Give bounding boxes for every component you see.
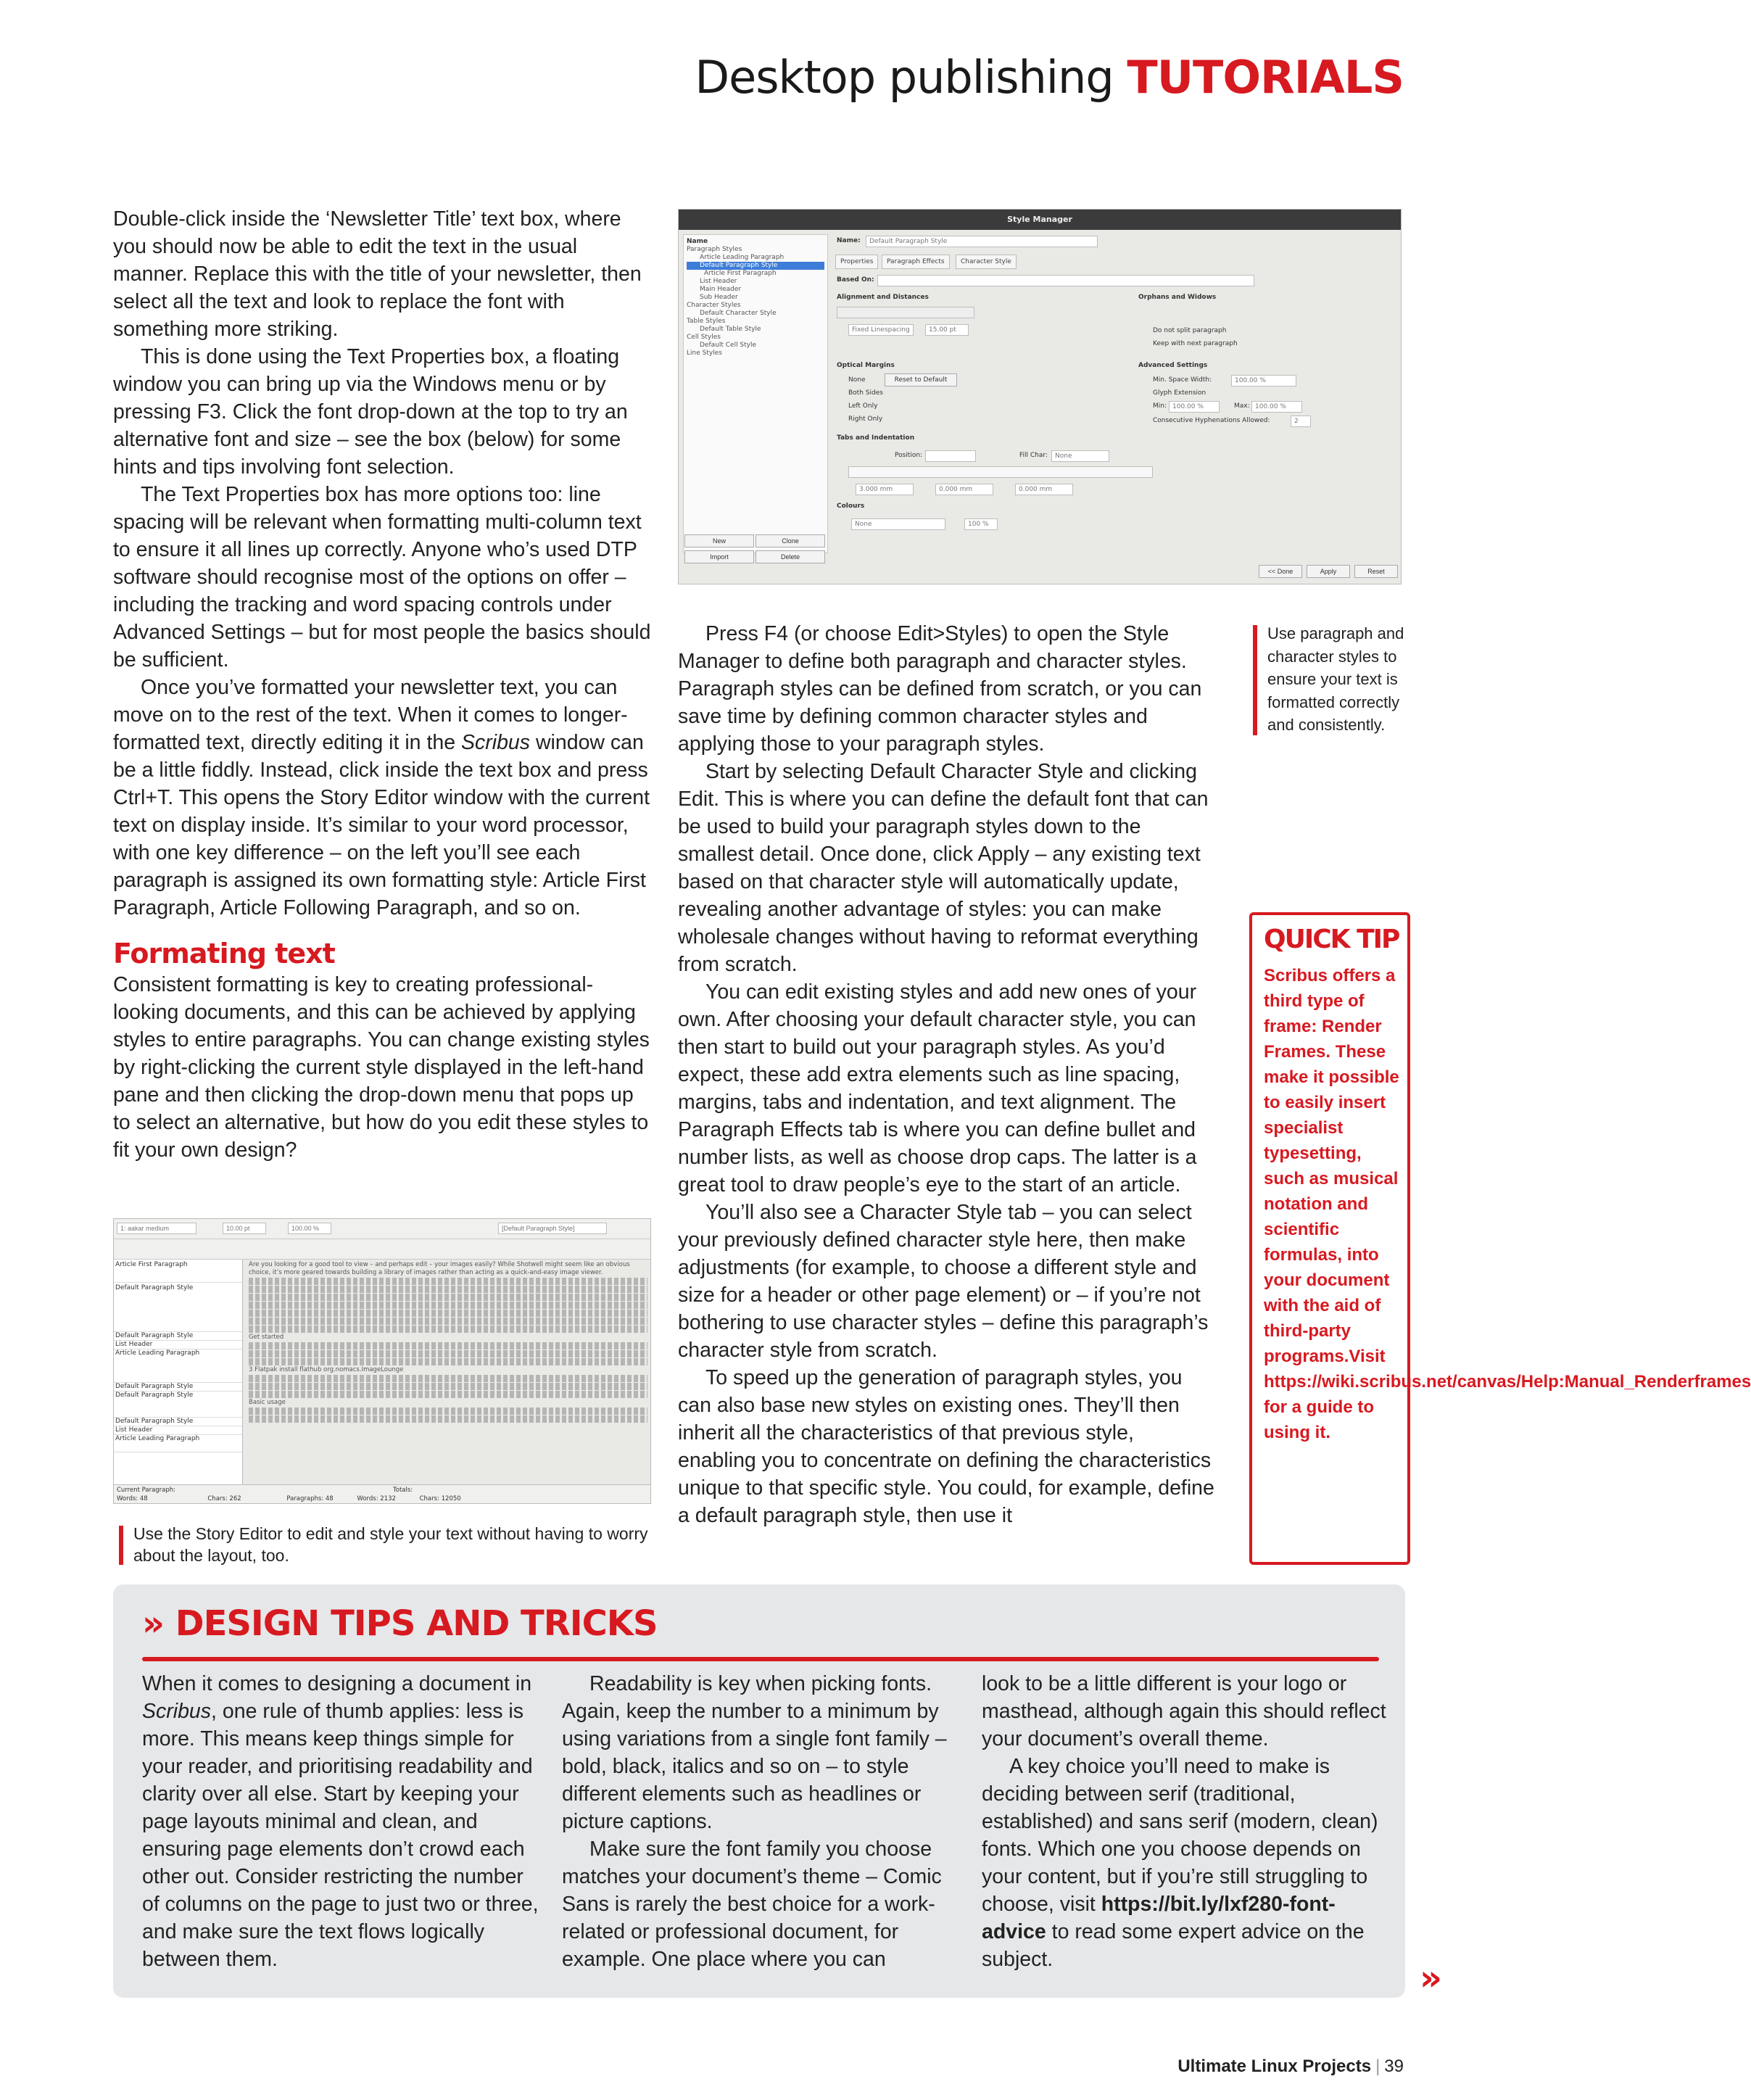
style-row[interactable]: Default Paragraph Style [114, 1383, 242, 1392]
paragraph: When it comes to designing a document in Scribus, one rule of thumb applies: less is more. This means keep things simple for your reader, and prioritising readability and clarity over all else. Start by keeping your page layouts minimal and clean, and ensuring page elements don’t crowd each other out. Consider restricting the number of columns on the page to just two or three, and make sure the text flows logically between them. [142, 1672, 539, 1971]
linespacing-value[interactable]: 15.00 pt [925, 324, 969, 336]
style-row[interactable]: Article Leading Paragraph [114, 1349, 242, 1383]
paragraph: Make sure the font family you choose matches your document’s theme – Comic Sans is rarely the best choice for a work-related or professional document, for example. One place where you can [562, 1838, 942, 1971]
new-style-button[interactable]: New [684, 534, 754, 547]
glyph-min-label: Min: [1153, 402, 1167, 410]
dont-split-checkbox[interactable]: Do not split paragraph [1153, 327, 1227, 334]
linespacing-mode[interactable]: Fixed Linespacing [848, 324, 914, 336]
tips-column-1 [142, 1670, 539, 1973]
status-bar: Current Paragraph: Totals: Words: 48 Chars: 262 Paragraphs: 48 Words: 2132 Chars: 12050 [114, 1484, 650, 1503]
style-row[interactable]: List Header [114, 1426, 242, 1435]
font-select[interactable]: 1: aakar medium [117, 1223, 196, 1234]
style-row[interactable]: Default Paragraph Style [114, 1392, 242, 1418]
story-text: Basic usage [249, 1399, 286, 1406]
style-tree [683, 234, 828, 553]
paragraph: Press F4 (or choose Edit>Styles) to open the Style Manager to define both paragraph and character styles. Paragraph styles can be defined from scratch, or you can save time by defining common character styles and applying those to your paragraph styles. [678, 622, 1202, 756]
hyphenation-label: Consecutive Hyphenations Allowed: [1153, 417, 1270, 424]
style-row[interactable]: List Header [114, 1341, 242, 1349]
tab-properties[interactable]: Properties [835, 255, 878, 269]
keep-next-checkbox[interactable]: Keep with next paragraph [1153, 340, 1238, 347]
alignment-heading: Alignment and Distances [837, 294, 929, 301]
delete-style-button[interactable]: Delete [756, 550, 825, 563]
based-on-label: Based On: [837, 276, 874, 284]
tree-item[interactable]: Default Cell Style [700, 342, 757, 349]
style-row[interactable]: Default Paragraph Style [114, 1418, 242, 1426]
import-style-button[interactable]: Import [684, 550, 754, 563]
tips-column-3 [982, 1670, 1388, 1973]
tree-header: Name [687, 238, 708, 245]
paragraph: Once you’ve formatted your newsletter text, you can move on to the rest of the text. When it comes to longer-formatted text, directly editing it in the Scribus window can be a little fiddly. Instead, click inside the text box and press Ctrl+T. This opens the Story Editor window with the current text on display inside. It’s similar to your word processor, with one key difference – on the left you’ll see each paragraph is assigned its own formatting style: Article First Paragraph, Article Following Paragraph, and so on. [113, 676, 650, 919]
page-footer: Ultimate Linux Projects | 39 [1177, 2056, 1404, 2076]
paragraph: You can edit existing styles and add new ones of your own. After choosing your default character style, you can then start to build out your paragraph styles. As you’d expect, these add extra elements such as line spacing, margins, tabs and indentation, and text alignment. The Paragraph Effects tab is where you can define bullet and number lists, as well as choose drop caps. The latter is a great tool to draw people’s eye to the start of an article. [678, 980, 1197, 1196]
paragraph-style-select[interactable]: [Default Paragraph Style] [498, 1223, 607, 1234]
style-name-input[interactable]: Default Paragraph Style [866, 236, 1098, 247]
style-row[interactable]: Default Paragraph Style [114, 1332, 242, 1341]
paragraph: The Text Properties box has more options too: line spacing will be relevant when formatting multi-column text to ensure it all lines up correctly. Anyone who’s used DTP software should recognise most of the options on offer – including the tracking and word spacing controls under Advanced Settings – but for most people the basics should be sufficient. [113, 483, 651, 671]
min-space-label: Min. Space Width: [1153, 376, 1212, 384]
advanced-heading: Advanced Settings [1138, 362, 1208, 369]
hyphenation-input[interactable]: 2 [1291, 416, 1311, 427]
glyph-max-input[interactable]: 100.00 % [1251, 401, 1302, 413]
style-manager-caption: Use paragraph and character styles to ensure your text is formatted correctly and consistently. [1267, 622, 1405, 737]
paragraph: Double-click inside the ‘Newsletter Title’ text box, where you should now be able to edit the text in the usual manner. Replace this with the title of your newsletter, then select all the text and look to replace the font with something more striking. [113, 207, 642, 341]
fill-char-label: Fill Char: [1019, 452, 1048, 459]
format-toolbar [114, 1239, 650, 1260]
font-size-input[interactable]: 10.00 pt [223, 1223, 266, 1234]
continue-arrow-icon: » [1420, 1958, 1443, 1998]
window-title: Style Manager [679, 210, 1401, 230]
tree-item[interactable]: Cell Styles [687, 334, 721, 341]
paragraph: This is done using the Text Properties box, a floating window you can bring up via the Windows menu or by pressing F3. Click the font drop-down at the top to try an alternative font and size – see the box (below) for some hints and tips involving font selection. [113, 345, 628, 479]
based-on-select[interactable] [877, 275, 1254, 286]
quick-tip-box [1249, 912, 1751, 1565]
style-properties [834, 234, 1396, 553]
paragraph: look to be a little different is your logo or masthead, although again this should reflect your document’s overall theme. [982, 1672, 1386, 1750]
style-row[interactable]: Default Paragraph Style [114, 1283, 242, 1332]
optical-right[interactable]: Right Only [848, 416, 883, 423]
position-input[interactable] [925, 450, 976, 462]
tree-item[interactable]: Article First Paragraph [704, 270, 777, 277]
name-label: Name: [837, 237, 861, 244]
tree-item[interactable]: Main Header [700, 286, 742, 293]
paragraph: Start by selecting Default Character Style and clicking Edit. This is where you can define the default font that can be used to build your paragraph styles down to the smallest detail. Once done, click Apply – any existing text based on that character style will automatically update, revealing another advantage of styles: you can make wholesale changes without having to reformat everything from scratch. [678, 760, 1209, 976]
paragraph: To speed up the generation of paragraph styles, you can also base new styles on existing ones. They’ll then inherit all the characteristics of that previous style, enabling you to concentrate on defining the characteristics unique to that specific style. You could, for example, define a default paragraph style, then use it [678, 1366, 1214, 1527]
story-text: 3 Flatpak install flathub org.nomacs.ImageLounge [249, 1366, 404, 1373]
min-space-input[interactable]: 100.00 % [1231, 375, 1296, 386]
glyph-min-input[interactable]: 100.00 % [1169, 401, 1220, 413]
article-column-1 [113, 205, 651, 1164]
style-row[interactable]: Article Leading Paragraph [114, 1435, 242, 1452]
indent-right-input[interactable]: 0.000 mm [1015, 484, 1073, 495]
tree-item[interactable]: Character Styles [687, 302, 741, 309]
tree-item[interactable]: Sub Header [700, 294, 738, 301]
tree-item[interactable]: Table Styles [687, 318, 726, 325]
publication-name: Ultimate Linux Projects [1177, 2056, 1372, 2076]
quick-tip-title: QUICK TIP [1264, 925, 1399, 954]
optical-none[interactable]: None [848, 376, 866, 384]
tree-item[interactable]: List Header [700, 278, 737, 285]
font-toolbar [114, 1219, 650, 1239]
tab-ruler[interactable] [848, 466, 1153, 478]
tree-item[interactable]: Default Table Style [700, 326, 761, 333]
indent-first-input[interactable]: 3.000 mm [856, 484, 914, 495]
paragraph: Readability is key when picking fonts. Again, keep the number to a minimum by using variations from a single font family – bold, black, italics and so on – to style different elements such as headlines or picture captions. [562, 1672, 947, 1833]
position-label: Position: [895, 452, 923, 459]
clone-style-button[interactable]: Clone [756, 534, 825, 547]
shade-input[interactable]: 100 % [964, 518, 998, 530]
background-colour-select[interactable]: None [851, 518, 945, 530]
tab-paragraph-effects[interactable]: Paragraph Effects [882, 255, 950, 269]
tree-item[interactable]: Article Leading Paragraph [700, 254, 785, 261]
reset-default-button[interactable]: Reset to Default [885, 373, 957, 386]
story-text: Are you looking for a good tool to view – and perhaps edit – your images easily? While Shotwell might seem like an obvious choice, it’s more geared towards building a library of images rather than acting as a quick-and-easy image viewer. [249, 1261, 630, 1276]
optical-heading: Optical Margins [837, 362, 895, 369]
paragraph: You’ll also see a Character Style tab – you can select your previously defined character style here, then make adjustments (for example, to choose a different style and size for a header or other page element) or – if you’re not bothering to use character styles – define this paragraph’s character style from scratch. [678, 1201, 1209, 1362]
apply-button[interactable]: Apply [1307, 565, 1350, 578]
page-header [695, 51, 1404, 104]
design-tips-box [113, 1584, 1405, 1998]
story-text-area[interactable] [246, 1260, 650, 1503]
story-editor-screenshot [113, 1218, 651, 1504]
heading-rule [142, 1657, 1379, 1661]
paragraph-style-list [114, 1260, 243, 1503]
article-column-2 [678, 620, 1216, 1529]
story-text: Get started [249, 1334, 284, 1341]
design-tips-heading: » DESIGN TIPS AND TRICKS [142, 1603, 658, 1644]
done-button[interactable]: << Done [1259, 565, 1302, 578]
tabs-heading: Tabs and Indentation [837, 434, 915, 442]
optical-both[interactable]: Both Sides [848, 389, 883, 397]
tree-item[interactable]: Line Styles [687, 350, 722, 357]
style-manager-screenshot [678, 209, 1402, 584]
optical-left[interactable]: Left Only [848, 402, 878, 410]
tree-item-selected[interactable]: Default Paragraph Style [687, 262, 824, 270]
style-row[interactable]: Article First Paragraph [114, 1260, 242, 1283]
colours-heading: Colours [837, 503, 865, 510]
paragraph: Consistent formatting is key to creating professional-looking documents, and this can be achieved by applying styles to entire paragraphs. You can change existing styles by right-clicking the current style displayed in the left-hand pane and then clicking the drop-down menu that pops up to select an alternative, but how do you edit these styles to fit your own design? [113, 973, 650, 1162]
tree-item[interactable]: Default Character Style [700, 310, 777, 317]
tree-item[interactable]: Paragraph Styles [687, 246, 742, 253]
tips-column-2 [562, 1670, 959, 1973]
indent-left-input[interactable]: 0.000 mm [935, 484, 993, 495]
section-label: TUTORIALS [1127, 51, 1404, 104]
reset-button[interactable]: Reset [1354, 565, 1398, 578]
font-advice-link[interactable]: https://bit.ly/lxf280-font-advice [982, 1893, 1336, 1943]
glyph-label: Glyph Extension [1153, 389, 1206, 397]
fill-char-select[interactable]: None [1051, 450, 1109, 462]
page-number: 39 [1384, 2056, 1404, 2076]
paragraph: A key choice you’ll need to make is deciding between serif (traditional, established) and sans serif (modern, clean) fonts. Which one you choose depends on your content, but if you’re still struggling to choose, visit https://bit.ly/lxf280-font-advice to read some expert advice on the subject. [982, 1755, 1378, 1971]
story-editor-caption: Use the Story Editor to edit and style your text without having to worry about the layout, too. [133, 1523, 655, 1566]
scale-input[interactable]: 100.00 % [288, 1223, 331, 1234]
section-heading: Formating text [113, 938, 335, 970]
section-title: Desktop publishing [695, 51, 1114, 104]
orphans-heading: Orphans and Widows [1138, 294, 1217, 301]
glyph-max-label: Max: [1234, 402, 1250, 410]
quick-tip-body: Scribus offers a third type of frame: Render Frames. These make it possible to easily insert specialist typesetting, such as musical notation and scientific formulas, into your document with the aid of third-party programs.Visit https://wiki.scribus.net/canvas/Help:Manual_Renderframes for a guide to using it. [1264, 966, 1751, 1442]
alignment-buttons[interactable] [837, 307, 974, 318]
tab-character-style[interactable]: Character Style [956, 255, 1017, 269]
